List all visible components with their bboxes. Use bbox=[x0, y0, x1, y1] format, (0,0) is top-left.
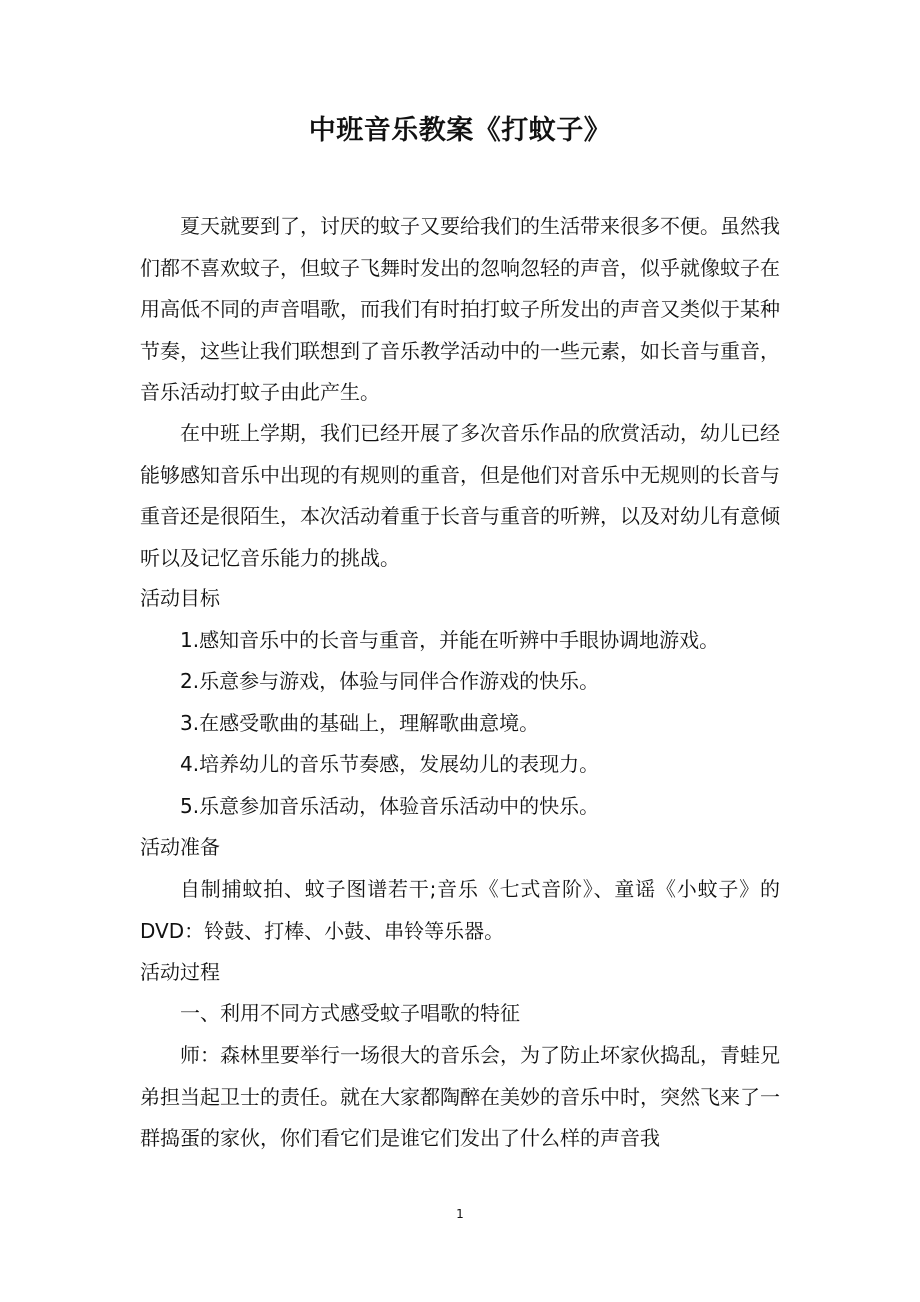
prep-heading: 活动准备 bbox=[140, 835, 220, 859]
process-heading: 活动过程 bbox=[140, 960, 220, 984]
intro-paragraph-1: 夏天就要到了，讨厌的蚊子又要给我们的生活带来很多不便。虽然我们都不喜欢蚊子，但蚊子飞舞时发出的忽响忽轻的声音，似乎就像蚊子在用高低不同的声音唱歌，而我们有时拍打蚊子所发出的声音又类似于某种节奏，这些让我们联想到了音乐教学活动中的一些元素，如长音与重音，音乐活动打蚊子由此产生。 bbox=[140, 214, 780, 404]
intro-paragraph-2: 在中班上学期，我们已经开展了多次音乐作品的欣赏活动，幼儿已经能够感知音乐中出现的有规则的重音，但是他们对音乐中无规则的长音与重音还是很陌生，本次活动着重于长音与重音的听辨，以及对幼儿有意倾听以及记忆音乐能力的挑战。 bbox=[140, 421, 780, 570]
goal-item-3: 3.在感受歌曲的基础上，理解歌曲意境。 bbox=[180, 711, 540, 735]
goal-item-1: 1.感知音乐中的长音与重音，并能在听辨中手眼协调地游戏。 bbox=[180, 628, 720, 652]
goals-heading: 活动目标 bbox=[140, 586, 220, 610]
goal-item-5: 5.乐意参加音乐活动，体验音乐活动中的快乐。 bbox=[180, 794, 600, 818]
goal-item-4: 4.培养幼儿的音乐节奏感，发展幼儿的表现力。 bbox=[180, 752, 600, 776]
prep-paragraph: 自制捕蚊拍、蚊子图谱若干;音乐《七式音阶》、童谣《小蚊子》的 DVD：铃鼓、打棒、小鼓、串铃等乐器。 bbox=[140, 877, 780, 943]
page-number: 1 bbox=[456, 1207, 464, 1221]
step1-paragraph: 师：森林里要举行一场很大的音乐会，为了防止坏家伙捣乱，青蛙兄弟担当起卫士的责任。就在大家都陶醉在美妙的音乐中时，突然飞来了一群捣蛋的家伙，你们看它们是谁它们发出了什么样的声音我 bbox=[140, 1043, 780, 1150]
step1-title: 一、利用不同方式感受蚊子唱歌的特征 bbox=[180, 1001, 520, 1025]
document-title: 中班音乐教案《打蚊子》 bbox=[308, 115, 612, 146]
goal-item-2: 2.乐意参与游戏，体验与同伴合作游戏的快乐。 bbox=[180, 669, 600, 693]
